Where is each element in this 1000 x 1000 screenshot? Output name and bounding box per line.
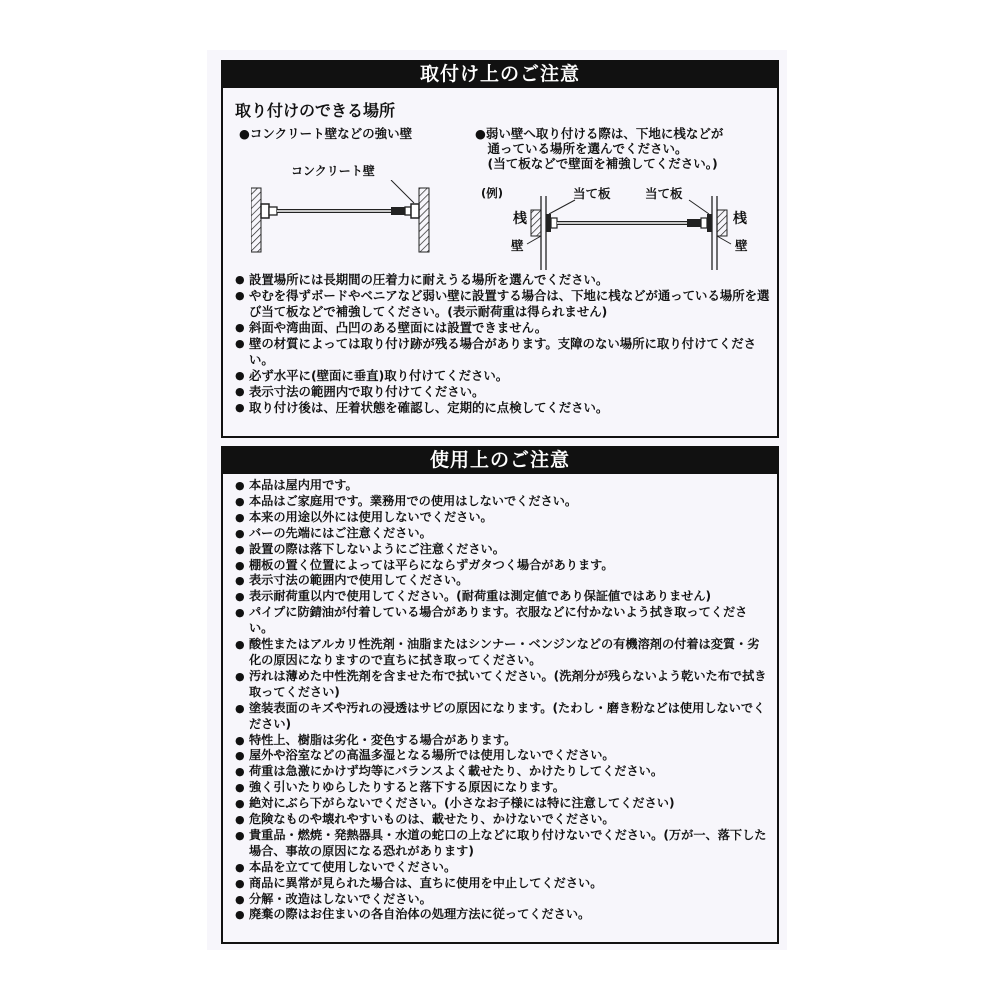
weak-wall-line-1: ●弱い壁へ取り付ける際は、下地に桟などが bbox=[475, 126, 724, 141]
installable-location-title: 取り付けのできる場所 bbox=[235, 101, 396, 120]
list-item: ● 商品に異常が見られた場合は、直ちに使用を中止してください。 bbox=[235, 876, 771, 892]
weak-wall-bullet bbox=[475, 126, 723, 171]
list-item: ● 本品はご家庭用です。業務用での使用はしないでください。 bbox=[235, 494, 771, 510]
list-item: ● パイプに防錆油が付着している場合があります。衣服などに付かないよう拭き取ってください。 bbox=[235, 605, 771, 637]
concrete-wall-label: コンクリート壁 bbox=[291, 164, 375, 178]
list-item: ● 汚れは薄めた中性洗剤を含ませた布で拭いてください。(洗剤分が残らないよう乾いた布で拭き取ってください) bbox=[235, 669, 771, 701]
list-item: ● 取り付け後は、圧着状態を確認し、定期的に点検してください。 bbox=[235, 400, 771, 416]
wall-right-label: 壁 bbox=[735, 238, 748, 253]
list-item: ● 棚板の置く位置によっては平らにならずガタつく場合があります。 bbox=[235, 558, 771, 574]
weak-wall-line-3: (当て板などで壁面を補強してください。) bbox=[475, 156, 718, 171]
list-item: ● 屋外や浴室などの高温多湿となる場所では使用しないでください。 bbox=[235, 748, 771, 764]
list-item: ● 本品は屋内用です。 bbox=[235, 478, 771, 494]
usage-notice-list bbox=[235, 478, 771, 923]
usage-notice-header: 使用上のご注意 bbox=[221, 446, 779, 474]
plate-left-label: 当て板 bbox=[573, 186, 611, 201]
usage-notice-card bbox=[207, 442, 787, 950]
plate-right-label: 当て板 bbox=[645, 186, 683, 201]
weak-wall-line-2: 通っている場所を選んでください。 bbox=[475, 141, 688, 156]
weak-wall-diagram bbox=[491, 196, 781, 276]
list-item: ● 酸性またはアルカリ性洗剤・油脂またはシンナー・ベンジンなどの有機溶剤の付着は変質・劣化の原因になりますので直ちに拭き取ってください。 bbox=[235, 637, 771, 669]
list-item: ● バーの先端にはご注意ください。 bbox=[235, 526, 771, 542]
list-item: ● 表示寸法の範囲内で取り付けてください。 bbox=[235, 384, 771, 400]
stud-left-label: 桟 bbox=[513, 211, 527, 227]
installation-notice-box bbox=[221, 88, 779, 438]
list-item: ● 強く引いたりゆらしたりすると落下する原因になります。 bbox=[235, 780, 771, 796]
list-item: ● 分解・改造はしないでください。 bbox=[235, 892, 771, 908]
installation-notice-list bbox=[235, 272, 771, 416]
list-item: ● 特性上、樹脂は劣化・変色する場合があります。 bbox=[235, 733, 771, 749]
list-item: ● 壁の材質によっては取り付け跡が残る場合があります。支障のない場所に取り付けてください。 bbox=[235, 336, 771, 368]
list-item: ● 危険なものや壊れやすいものは、載せたり、かけないでください。 bbox=[235, 812, 771, 828]
list-item: ● 廃棄の際はお住まいの各自治体の処理方法に従ってください。 bbox=[235, 907, 771, 923]
stud-right-label: 桟 bbox=[733, 211, 747, 227]
wall-left-label: 壁 bbox=[511, 238, 524, 253]
list-item: ● 塗装表面のキズや汚れの浸透はサビの原因になります。(たわし・磨き粉などは使用しないでください) bbox=[235, 701, 771, 733]
list-item: ● 設置場所には長期間の圧着力に耐えうる場所を選んでください。 bbox=[235, 272, 771, 288]
list-item: ● 貴重品・燃焼・発熱器具・水道の蛇口の上などに取り付けないでください。(万が一、落下した場合、事故の原因になる恐れがあります) bbox=[235, 828, 771, 860]
list-item: ● 設置の際は落下しないようにご注意ください。 bbox=[235, 542, 771, 558]
installation-notice-card bbox=[207, 50, 787, 442]
list-item: ● 本来の用途以外には使用しないでください。 bbox=[235, 510, 771, 526]
installation-notice-header: 取付け上のご注意 bbox=[221, 60, 779, 88]
list-item: ● 絶対にぶら下がらないでください。(小さなお子様には特に注意してください) bbox=[235, 796, 771, 812]
list-item: ● 荷重は急激にかけず均等にバランスよく載せたり、かけたりしてください。 bbox=[235, 764, 771, 780]
concrete-wall-diagram bbox=[251, 180, 441, 260]
list-item: ● やむを得ずボードやベニアなど弱い壁に設置する場合は、下地に桟などが通っている場所を選び当て板などで補強してください。(表示耐荷重は得られません) bbox=[235, 288, 771, 320]
usage-notice-box bbox=[221, 474, 779, 944]
list-item: ● 必ず水平に(壁面に垂直)取り付けてください。 bbox=[235, 368, 771, 384]
list-item: ● 表示寸法の範囲内で使用してください。 bbox=[235, 573, 771, 589]
list-item: ● 斜面や湾曲面、凸凹のある壁面には設置できません。 bbox=[235, 320, 771, 336]
example-label: (例) bbox=[481, 186, 504, 200]
list-item: ● 表示耐荷重以内で使用してください。(耐荷重は測定値であり保証値ではありません) bbox=[235, 589, 771, 605]
strong-wall-bullet: ●コンクリート壁などの強い壁 bbox=[239, 126, 413, 141]
list-item: ● 本品を立てて使用しないでください。 bbox=[235, 860, 771, 876]
